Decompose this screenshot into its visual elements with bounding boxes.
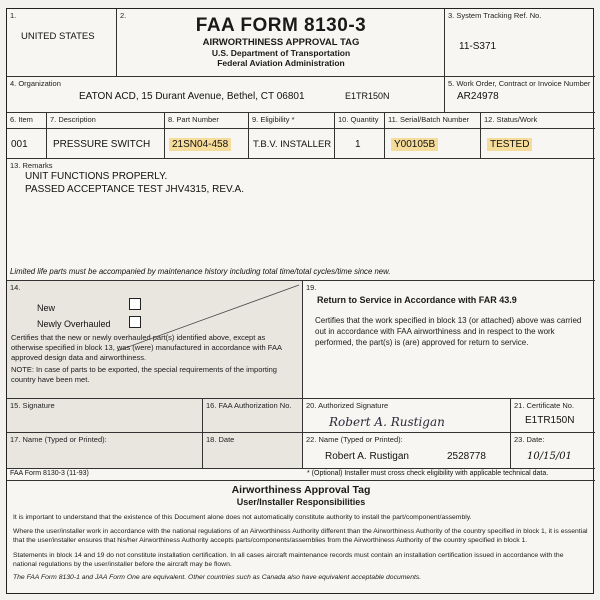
responsibilities-paragraph-3: Statements in block 14 and 19 do not constitute installation certification. In all cases aircraft maintenance records must contain an installation certification issued in accordance with the national regulations by the user/installer before the aircraft may be flown. — [13, 552, 564, 568]
block-4-organization — [7, 77, 445, 113]
certificate-value: E1TR150N — [525, 415, 575, 426]
header-quantity: 10. Quantity — [335, 113, 385, 129]
block-20-authorized-signature: 20. Authorized Signature Robert A. Rustigan — [303, 399, 511, 433]
block-14-note: NOTE: In case of parts to be exported, the special requirements of the importing country have been met. — [11, 365, 277, 384]
country-value: UNITED STATES — [21, 31, 95, 42]
block-19-return-to-service — [303, 281, 595, 399]
block-15-signature: 15. Signature — [7, 399, 203, 433]
form-number-footer: FAA Form 8130-3 (11-93) — [10, 470, 89, 477]
organization-code: E1TR150N — [345, 91, 390, 101]
block-14-certification — [7, 281, 303, 399]
block-17-name: 17. Name (Typed or Printed): — [7, 433, 203, 469]
tracking-value: 11-S371 — [459, 41, 497, 52]
form-subtitle: AIRWORTHINESS APPROVAL TAG — [202, 37, 360, 48]
header-part-number: 8. Part Number — [165, 113, 249, 129]
block-3-label: 3. System Tracking Ref. No. — [448, 11, 542, 20]
block-19-title: Return to Service in Accordance with FAR 43.9 — [317, 295, 517, 305]
block-1-label: 1. — [10, 11, 17, 20]
organization-value: EATON ACD, 15 Durant Avenue, Bethel, CT 06801 — [79, 91, 305, 102]
header-item: 6. Item — [7, 113, 47, 129]
block-21-certificate: 21. Certificate No. E1TR150N — [511, 399, 595, 433]
block-13-remarks — [7, 159, 595, 281]
value-eligibility: T.B.V. INSTALLER — [249, 129, 335, 159]
block-14-certifies-text: Certifies that the new or newly overhauled part(s) identified above, except as otherwise specified in block 13, was (were) manufactured in accordance with FAA approved design data and airworthiness. — [11, 333, 282, 362]
header-status: 12. Status/Work — [481, 113, 595, 129]
work-order-value: AR24978 — [457, 91, 499, 102]
header-eligibility: 9. Eligibility * — [249, 113, 335, 129]
header-serial: 11. Serial/Batch Number — [385, 113, 481, 129]
responsibilities-title: Airworthiness Approval Tag — [231, 484, 371, 496]
block-2-label: 2. — [120, 11, 127, 20]
block-19-label: 19. — [306, 283, 317, 292]
block-14-void-line — [7, 281, 303, 399]
authorized-name: Robert A. Rustigan — [325, 451, 409, 462]
block-2-title — [117, 9, 445, 77]
block-19-text: Certifies that the work specified in block 13 (or attached) above was carried out in accordance with FAA airworthiness and in respect to the work performed, the part(s) is (are) approved for return to service. — [315, 316, 582, 347]
block-22-name: 22. Name (Typed or Printed): Robert A. Rustigan 2528778 — [303, 433, 511, 469]
block-1-country — [7, 9, 117, 77]
responsibilities-subtitle: User/Installer Responsibilities — [236, 497, 366, 507]
department-line: U.S. Department of Transportation — [211, 48, 351, 58]
faa-form-8130-3 — [6, 8, 594, 594]
block-4-label: 4. Organization — [10, 79, 61, 88]
date-value: 10/15/01 — [527, 451, 572, 462]
block-18-date: 18. Date — [203, 433, 303, 469]
limited-life-notice: Limited life parts must be accompanied by maintenance history including total time/total cycles/time since new. — [10, 267, 391, 276]
value-part-number: 21SN04-458 — [165, 129, 249, 159]
remarks-line-2: PASSED ACCEPTANCE TEST JHV4315, REV.A. — [25, 184, 244, 195]
block-16-faa-authorization: 16. FAA Authorization No. — [203, 399, 303, 433]
responsibilities-paragraph-2: Where the user/installer work in accordance with the national regulations of an Airworthiness Authority different than the Airworthiness Authority of the country specified in block 1, it is essential that the user/installer ensures that his/her Airworthiness Authority accepts parts/components/assemblies from the Airworthiness Authority of the country specified in block 1. — [13, 528, 588, 544]
value-status: TESTED — [481, 129, 595, 159]
remarks-line-1: UNIT FUNCTIONS PROPERLY. — [25, 171, 168, 182]
value-description: PRESSURE SWITCH — [47, 129, 165, 159]
new-label: New — [37, 303, 56, 313]
header-description: 7. Description — [47, 113, 165, 129]
value-quantity: 1 — [335, 129, 385, 159]
handwritten-signature: Robert A. Rustigan — [329, 415, 445, 429]
user-installer-responsibilities — [7, 481, 595, 595]
block-3-tracking — [445, 9, 595, 77]
value-item: 001 — [7, 129, 47, 159]
value-serial: Y00105B — [385, 129, 481, 159]
authorized-number: 2528778 — [447, 451, 486, 462]
responsibilities-paragraph-1: It is important to understand that the existence of this Document alone does not automatically constitute authority to install the part/component/assembly. — [13, 514, 472, 521]
agency-line: Federal Aviation Administration — [217, 58, 345, 68]
remarks-label: 13. Remarks — [10, 161, 53, 170]
overhauled-label: Newly Overhauled — [37, 319, 111, 329]
block-5-work-order — [445, 77, 595, 113]
block-23-date: 23. Date: 10/15/01 — [511, 433, 595, 469]
form-title: FAA FORM 8130-3 — [195, 15, 367, 36]
block-5-label: 5. Work Order, Contract or Invoice Number — [448, 79, 591, 88]
form-footer — [7, 469, 595, 481]
responsibilities-paragraph-4: The FAA Form 8130-1 and JAA Form One are equivalent. Other countries such as Canada also have equivalent acceptable documents. — [13, 574, 422, 581]
optional-installer-note: * (Optional) Installer must cross check eligibility with applicable technical data. — [307, 470, 549, 477]
block-14-label: 14. — [10, 283, 21, 292]
